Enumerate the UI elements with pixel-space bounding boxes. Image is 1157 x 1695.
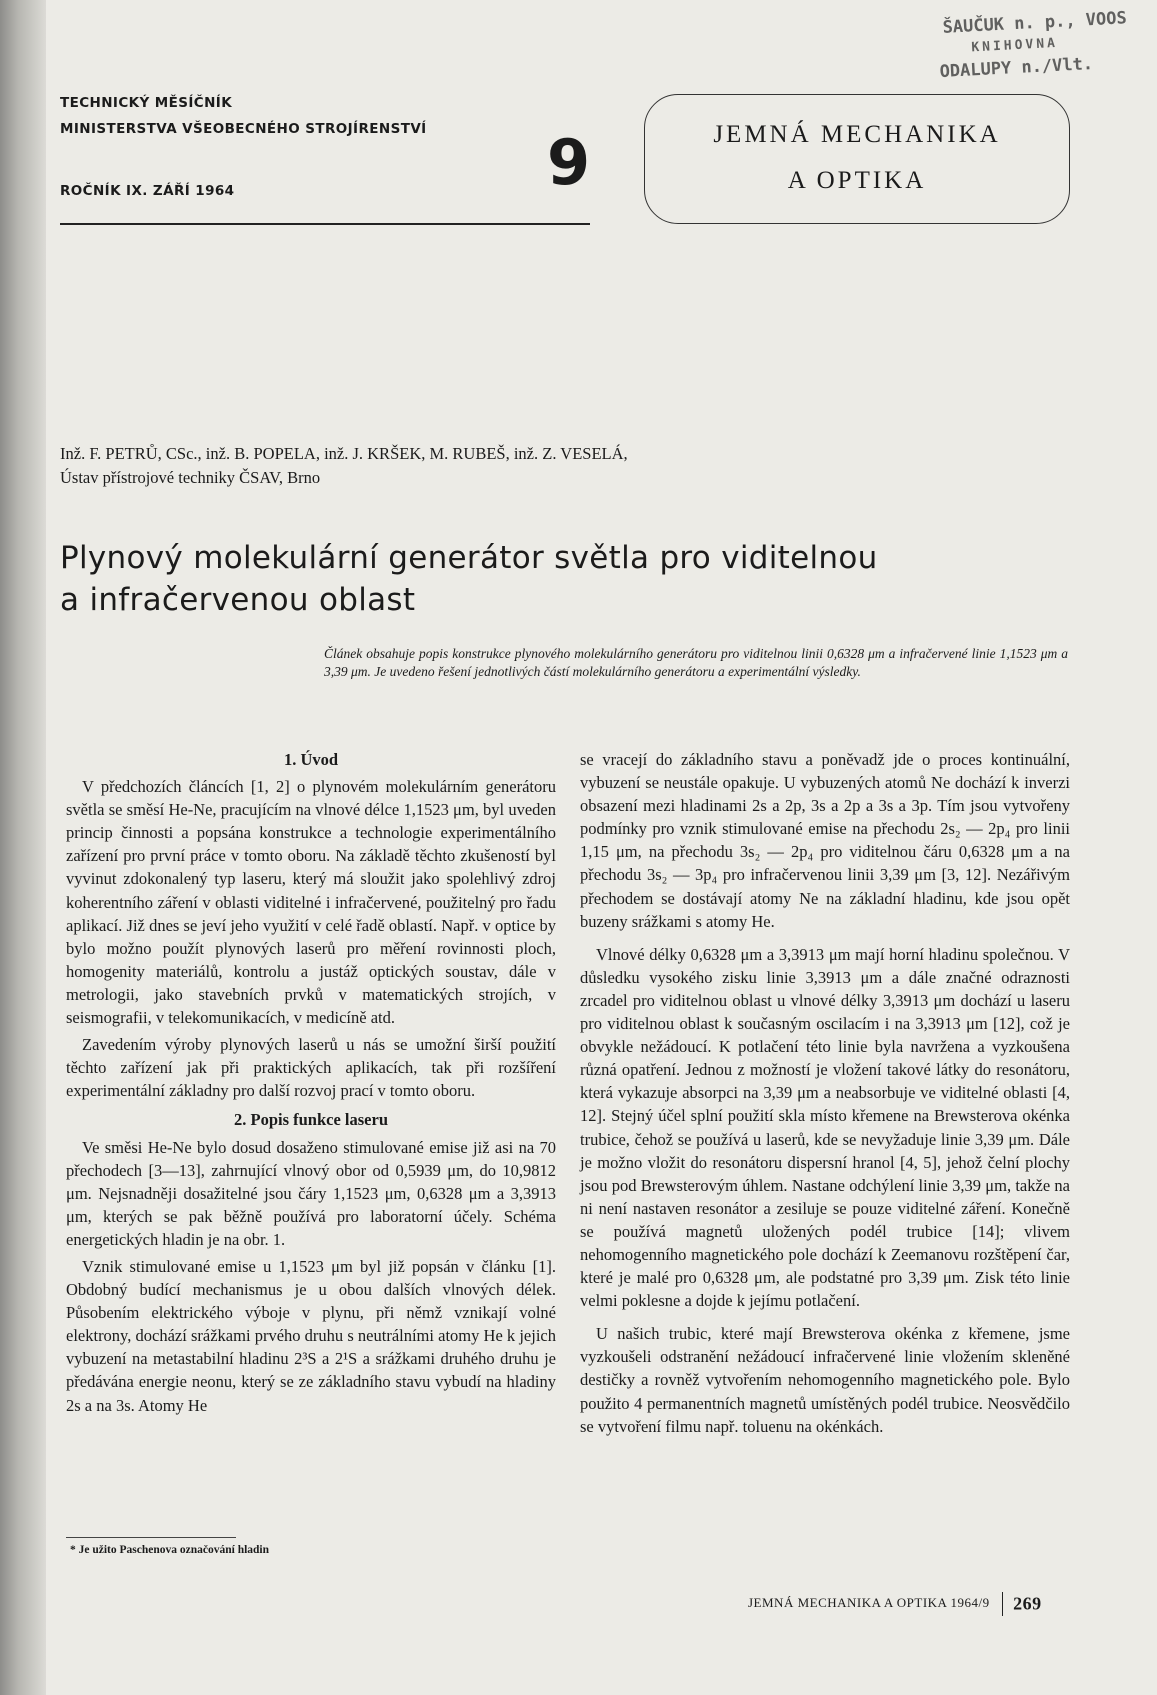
- paragraph: Ve směsi He-Ne bylo dosud dosaženo stimulované emise již asi na 70 přechodech [3—13], zahrnující vlnový obor od 0,5939 μm, do 10,9812 μm. Nejsnadněji dosažitelné jsou čáry 1,1523 μm, 0,6328 μm a 3,3913 μm, kterých se pak běžně používá pro laboratorní účely. Schéma energetických hladin je na obr. 1.: [66, 1137, 556, 1249]
- masthead-rule: [60, 223, 590, 225]
- left-column: [66, 748, 556, 1417]
- journal-title-box: [644, 94, 1070, 224]
- footnote: * Je užito Paschenova označování hladin: [70, 1544, 270, 1556]
- paragraph: V předchozích článcích [1, 2] o plynovém molekulárním generátoru světla se směsí He-Ne, pracujícím na vlnové délce 1,1523 μm, byl uveden princip činnosti a popsána konstrukce a technologie experimentálního zařízení pro první práce v tomto oboru. Na základě těchto zkušeností byl vyvinut zdokonalený typ laseru, který má sloužit jako spolehlivý zdroj koherentního záření v oblasti viditelné i infračervené, použitelný pro řadu aplikací. Již dnes se jeví jeho využití v celé řadě oblastí. Např. v optice by bylo možno použít plynových laserů pro měření rovinnosti ploch, homogenity materiálů, kontrolu a justáž optických soustav, dále v metrologii, jako stavebních prvků v matematických strojích, v seismografii, v telekomunikacích, v medicíně atd.: [66, 777, 556, 1028]
- article-abstract: Článek obsahuje popis konstrukce plynového molekulárního generátoru pro viditelnou linii 0,6328 μm a infračervené linie 1,1523 μm a 3,39 μm. Je uvedeno řešení jednotlivých částí molekulárního generátoru a experimentální výsledky.: [324, 646, 1068, 679]
- masthead: [60, 90, 427, 142]
- journal-title-line-1: JEMNÁ MECHANIKA: [713, 121, 1001, 148]
- right-column: [580, 748, 1070, 1438]
- page-number: 269: [1013, 1593, 1042, 1614]
- masthead-line-1: TECHNICKÝ MĚSÍČNÍK: [60, 95, 233, 111]
- masthead-year-block: [60, 178, 234, 204]
- paragraph: Vlnové délky 0,6328 μm a 3,3913 μm mají horní hladinu společnou. V důsledku vysokého zisku linie 3,3913 μm a dále značné odraznosti zrcadel pro viditelnou oblast u vlnové délky 3,3913 μm dochází u laseru pro viditelnou oblast k současným oscilacím i na 3,3913 μm [12], což je obvykle nežádoucí. K potlačení této linie byla navržena a vyzkoušena různá opatření. Jednou z možností je vložení takové látky do resonátoru, která vykazuje absorpci na 3,39 μm a neabsorbuje ve viditelné oblasti [4, 12]. Stejný účel splní použití skla místo křemene na Brewsterova okénka trubice, čehož se používá u laserů, kde se nevyžaduje linie 3,39 μm. Dále je možno vložit do resonátoru dispersní hranol [4, 5], jehož čelní plochy jsou pod Brewsterovým úhlem. Nastane odchýlení linie 3,39 μm, takže na ni není nastaven resonátor a zesiluje se pouze viditelné záření. Konečně se používá magnetů uložených podél trubice [14]; vlivem nehomogenního magnetického pole dochází k Zeemanovu rozštěpení čar, které je malé pro 0,6328 μm, ale podstatné pro 3,39 μm. Zisk této linie velmi poklesne a dojde k jejímu potlačení.: [580, 944, 1070, 1311]
- issue-number: 9: [547, 126, 591, 199]
- paragraph: se vracejí do základního stavu a poněvadž jde o proces kontinuální, vybuzení se neustále opakuje. U vybuzených atomů Ne dochází k inverzi obsazení mezi hladinami 2s a 2p, 3s a 2p a 3s a 3p. Tím jsou vytvořeny podmínky pro vznik stimulované emise na přechodu 2s₂ — 2p₄ pro linii 1,15 μm, na přechodu 3s₂ — 2p₄ pro viditelnou čáru 0,6328 μm a na přechodu 3s₂ — 3p₄ pro infračervenou linii 3,39 μm [3, 12]. Nezářivým přechodem se dostávají atomy Ne na základní hladinu, kde jsou opět buzeny srážkami s atomy He.: [580, 750, 1070, 931]
- footnote-rule: [66, 1537, 236, 1538]
- library-stamp: [866, 7, 1129, 87]
- footer-journal: JEMNÁ MECHANIKA A OPTIKA 1964/9: [748, 1594, 990, 1610]
- masthead-line-2: MINISTERSTVA VŠEOBECNÉHO STROJÍRENSTVÍ: [60, 121, 427, 137]
- stamp-line-1: ŠAUČUK n. p., VOOS: [942, 8, 1128, 38]
- section-heading-intro: 1. Úvod: [283, 750, 339, 769]
- paragraph: Zavedením výroby plynových laserů u nás se umožní širší použití těchto zařízení jak při praktických aplikacích, tak při rozšíření experimentální základny pro další rozvoj prací v tomto oboru.: [66, 1035, 556, 1101]
- book-spine-shadow: [0, 0, 46, 1695]
- page-footer: [748, 1592, 1042, 1616]
- journal-title-line-2: A OPTIKA: [787, 167, 927, 194]
- paragraph: U našich trubic, které mají Brewsterova okénka z křemene, jsme vyzkoušeli odstranění nežádoucí infračervené linie vložením skleněné destičky a rovněž vytvořením nehomogenního magnetického pole. Bylo použito 4 permanentních magnetů umístěných podél trubice. Neosvědčilo se vytvoření filmu např. toluenu na okénkách.: [580, 1324, 1070, 1436]
- section-heading-laser-function: 2. Popis funkce laseru: [233, 1110, 388, 1130]
- author-institute: Ústav přístrojové techniky ČSAV, Brno: [60, 468, 321, 487]
- footer-separator: [1002, 1592, 1004, 1616]
- article-title-line-1: Plynový molekulární generátor světla pro viditelnou: [60, 540, 878, 576]
- paragraph: Vznik stimulované emise u 1,1523 μm byl již popsán v článku [1]. Obdobný budící mechanismus je u obou dalších vlnových délek. Působením elektrického výboje v plynu, při němž vznikají volné elektrony, dochází srážkami prvého druhu s neutrálními atomy He k jejich vybuzení na metastabilní hladinu 2³S a 2¹S a srážkami druhého druhu je předávána energie neonu, který se ze základního stavu vybudí na hladiny 2s a na 3s. Atomy He: [66, 1256, 556, 1415]
- author-block: [60, 442, 628, 490]
- volume-date: ROČNÍK IX. ZÁŘÍ 1964: [60, 183, 235, 199]
- stamp-line-3: ODALUPY n./Vlt.: [939, 54, 1094, 83]
- stamp-line-2: KNIHOVNA: [970, 35, 1059, 56]
- article-title: [60, 537, 1060, 621]
- author-names: Inž. F. PETRŮ, CSc., inž. B. POPELA, inž. J. KRŠEK, M. RUBEŠ, inž. Z. VESELÁ,: [60, 444, 628, 463]
- article-title-line-2: a infračervenou oblast: [60, 582, 416, 618]
